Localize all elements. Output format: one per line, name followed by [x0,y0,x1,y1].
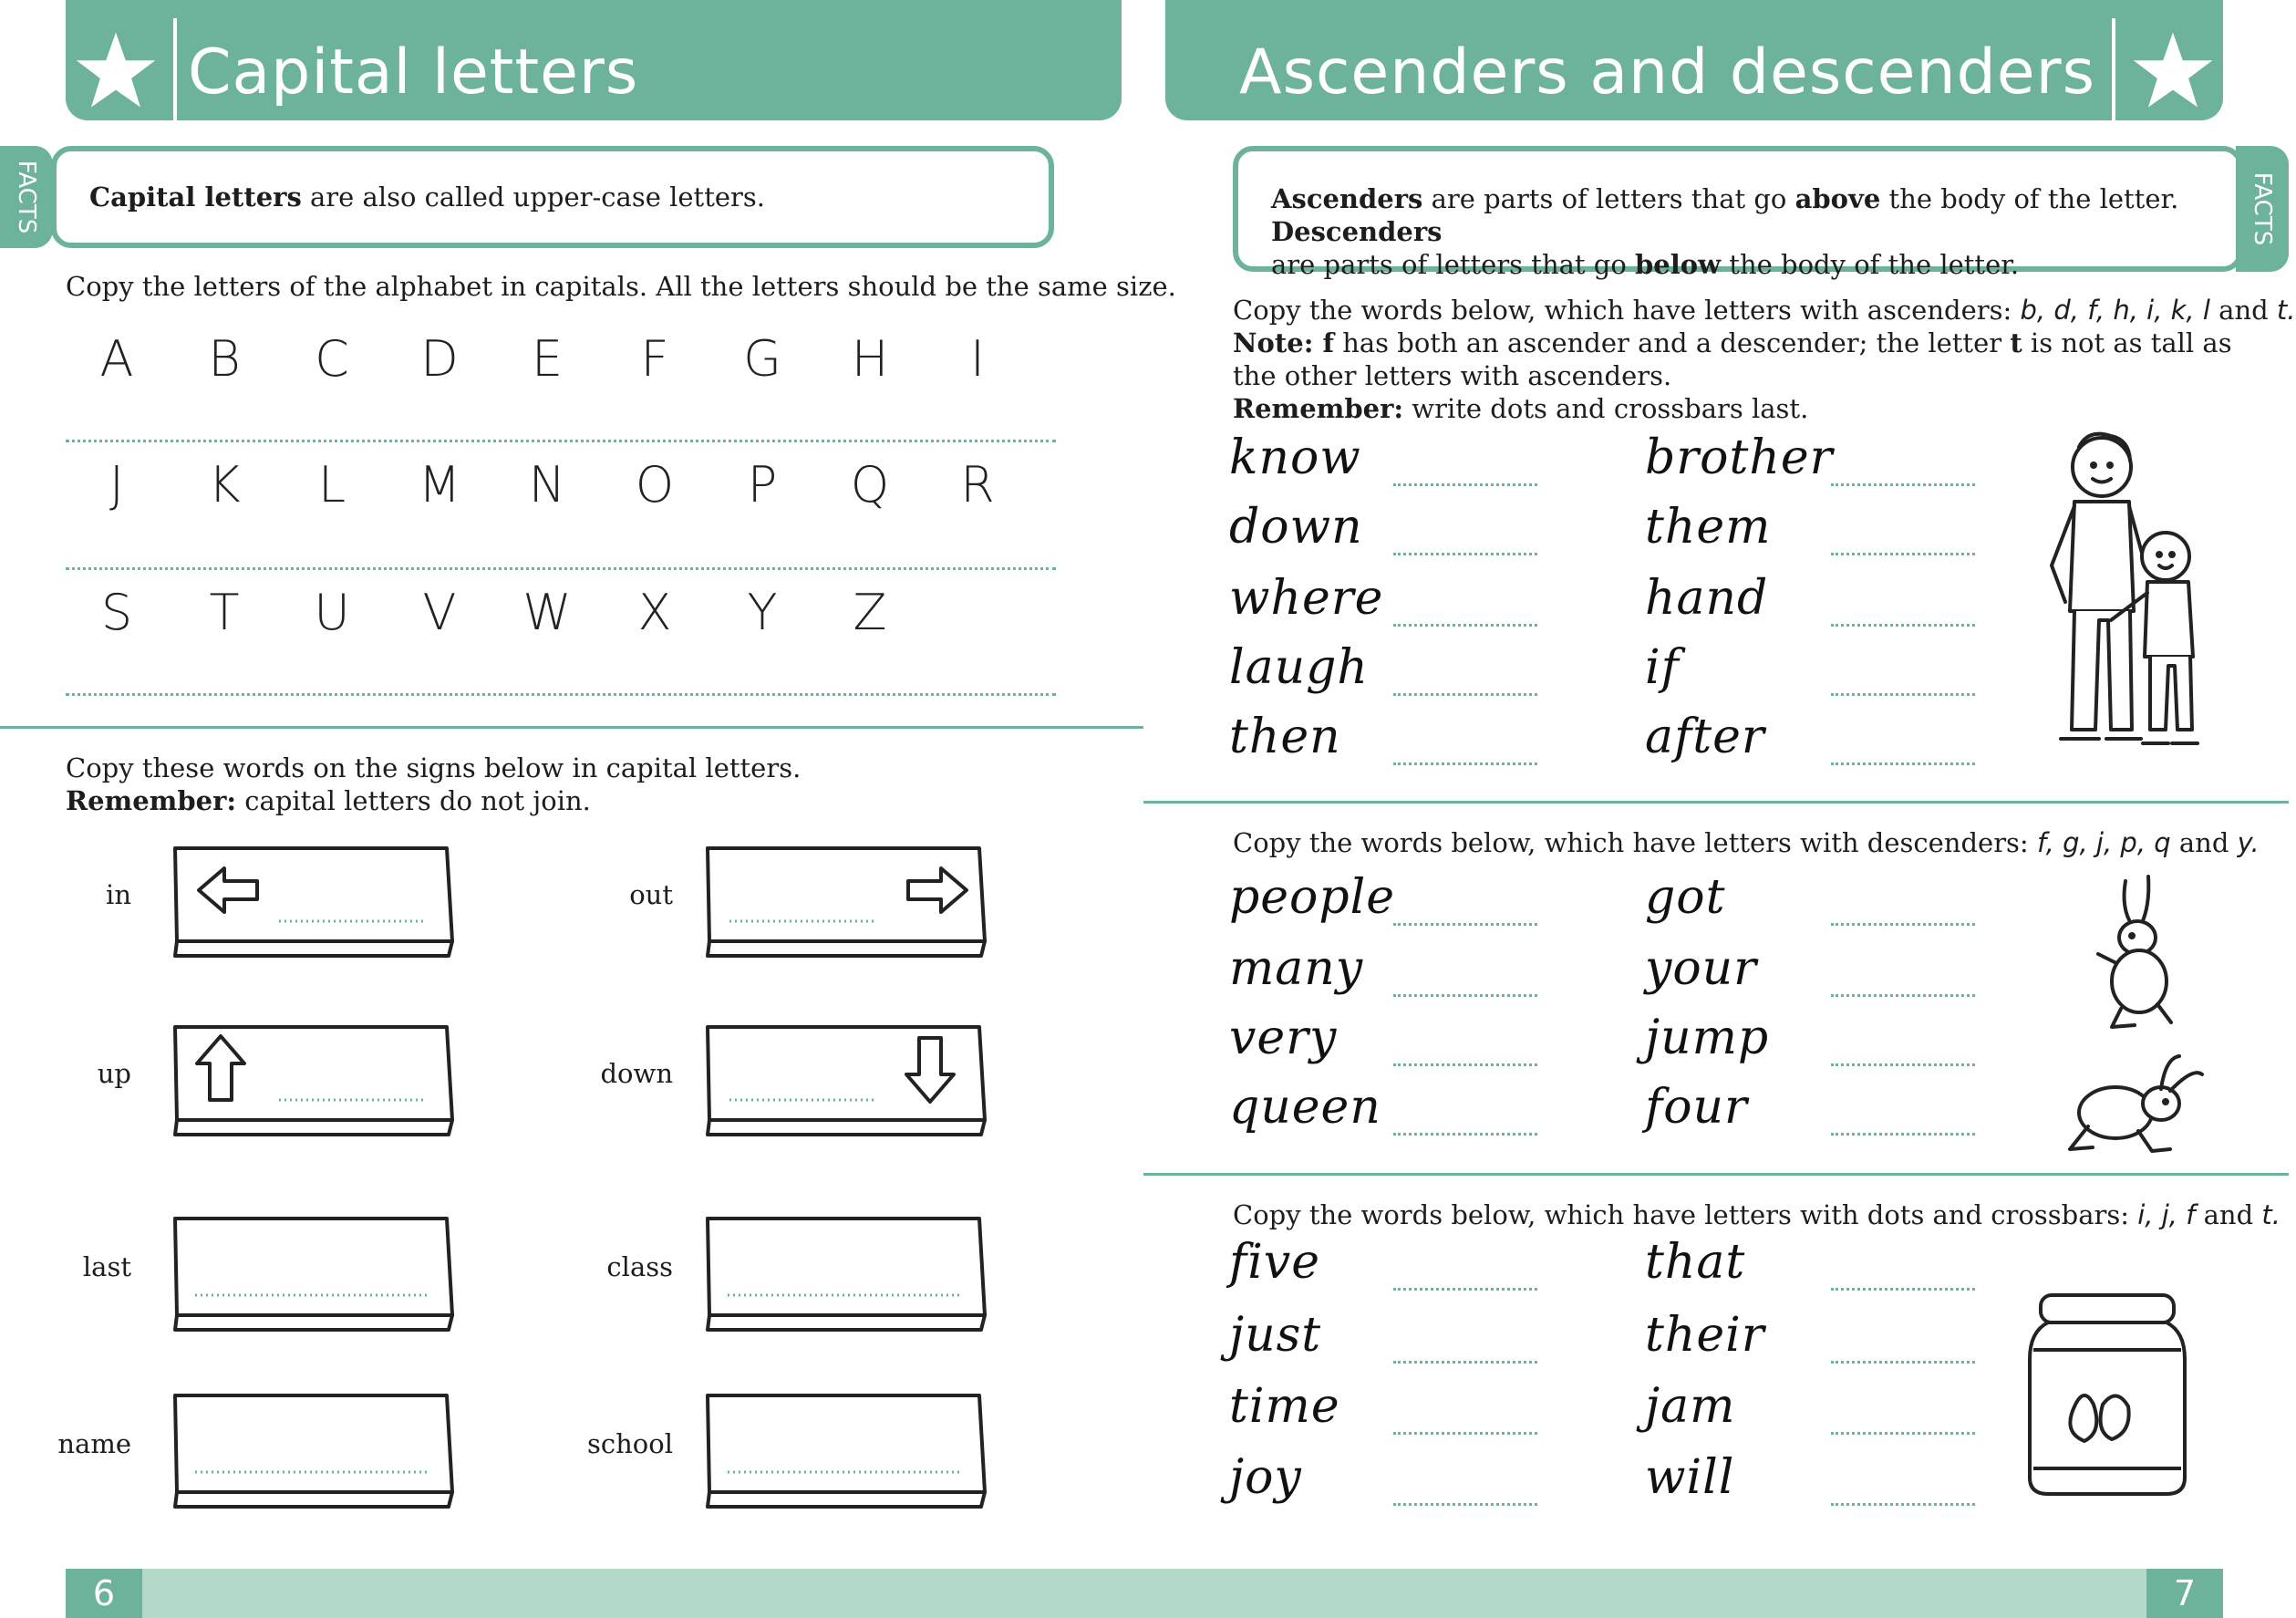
section-divider [1143,1173,2289,1176]
cursive-word: where [1229,571,1384,626]
alphabet-letter: E [531,330,564,388]
signs-instruction: Copy these words on the signs below in capital letters. [66,752,802,783]
sign-word-label: down [600,1058,673,1089]
sign-word-label: up [97,1058,131,1089]
cursive-word: your [1645,941,1758,996]
writing-line[interactable] [66,567,1056,570]
writing-line[interactable] [1393,1288,1537,1291]
alphabet-letter: L [317,456,346,513]
cursive-word: queen [1229,1080,1381,1135]
cursive-word: their [1645,1308,1765,1363]
alphabet-letter: J [109,456,124,513]
facts-bold: Capital letters [89,182,302,213]
cursive-word: five [1229,1235,1321,1290]
writing-line[interactable] [1831,1361,1975,1364]
alphabet-letter: A [99,330,134,388]
sign-word-label: out [629,879,673,910]
writing-line[interactable] [1393,1503,1537,1506]
cursive-word: many [1229,941,1364,996]
cursive-word: people [1229,870,1396,925]
signs-remember: Remember: capital letters do not join. [66,785,591,816]
alphabet-letter: Y [747,584,778,641]
section-divider [0,726,1143,729]
alphabet-letter: P [747,456,778,513]
left-header-bar [66,0,1122,120]
sign-word-label: class [606,1251,673,1282]
cursive-word: joy [1229,1450,1302,1505]
writing-line[interactable] [1393,1361,1537,1364]
facts-text: are also called upper-case letters. [301,182,765,213]
writing-line[interactable] [66,440,1056,442]
cursive-word: jump [1645,1011,1770,1065]
alphabet-letter: B [208,330,241,388]
ascenders-note-line2: the other letters with ascenders. [1233,360,1672,391]
alphabet-letter: X [637,584,672,641]
alphabet-letter: F [640,330,669,388]
writing-line[interactable] [1831,624,1975,627]
cursive-word: brother [1645,430,1834,485]
cursive-word: them [1645,500,1772,555]
writing-line[interactable] [66,693,1056,696]
cursive-word: four [1645,1080,1748,1135]
writing-line[interactable] [1831,923,1975,926]
star-icon [2132,29,2214,111]
alphabet-letter: Z [853,584,887,641]
writing-line[interactable] [1831,1133,1975,1136]
writing-line[interactable] [1393,624,1537,627]
cursive-word: if [1645,640,1680,695]
writing-line[interactable] [1831,1432,1975,1435]
alphabet-letter: R [960,456,995,513]
writing-line[interactable] [1393,693,1537,696]
alphabet-letter: G [743,330,781,388]
cursive-word: then [1229,710,1341,764]
writing-line[interactable] [1831,1503,1975,1506]
ascenders-note: Note: f has both an ascender and a descender; the letter t is not as tall as [1233,327,2232,358]
rabbit-icon [2052,1049,2207,1167]
cursive-word: after [1645,710,1765,764]
header-separator [2112,18,2115,120]
alphabet-instruction: Copy the letters of the alphabet in capitals. All the letters should be the same size. [66,271,1176,302]
alphabet-letter: Q [850,456,890,513]
header-separator [173,18,177,120]
alphabet-letter: T [209,584,240,641]
facts-box-right: Ascenders are parts of letters that go above the body of the letter. Descenders are parts of letters that go below the body of the letter. [1233,146,2243,272]
sign-board[interactable] [702,1215,990,1335]
alphabet-letter: V [422,584,457,641]
cursive-word: time [1229,1379,1340,1434]
writing-line[interactable] [1831,483,1975,486]
boys-illustration-icon [2033,429,2216,775]
alphabet-letter: S [100,584,133,641]
sign-word-label: name [57,1428,131,1459]
writing-line[interactable] [1831,1288,1975,1291]
star-icon [75,29,157,111]
writing-line[interactable] [1393,923,1537,926]
cursive-word: will [1645,1450,1735,1505]
writing-line[interactable] [1393,483,1537,486]
cursive-word: just [1229,1308,1322,1363]
page-title-right: Ascenders and descenders [1239,36,2095,109]
writing-line[interactable] [1393,1133,1537,1136]
writing-line[interactable] [1831,553,1975,555]
writing-line[interactable] [1393,553,1537,555]
alphabet-letter: U [314,584,350,641]
alphabet-letter: I [970,330,985,388]
writing-line[interactable] [1831,693,1975,696]
alphabet-letter: H [851,330,889,388]
ascenders-remember: Remember: write dots and crossbars last. [1233,393,1809,424]
alphabet-letter: M [418,456,461,513]
writing-line[interactable] [1831,1063,1975,1066]
writing-line[interactable] [1831,762,1975,765]
alphabet-letter: D [420,330,459,388]
facts-tab-left: FACTS [0,146,53,248]
footer-bar [66,1569,2223,1618]
sign-board[interactable] [702,845,990,961]
cursive-word: know [1229,430,1361,485]
writing-line[interactable] [1831,994,1975,997]
writing-line[interactable] [1393,1063,1537,1066]
cursive-word: that [1645,1235,1746,1290]
sign-word-label: last [82,1251,131,1282]
cursive-word: down [1229,500,1363,555]
sign-board[interactable] [702,1392,990,1512]
cursive-word: very [1229,1011,1338,1065]
sign-board[interactable] [170,1023,458,1140]
ascenders-instruction: Copy the words below, which have letters with ascenders: b, d, f, h, i, k, l and t. [1233,295,2296,326]
cursive-word: jam [1645,1379,1736,1434]
page-title-left: Capital letters [188,36,639,109]
sign-board[interactable] [702,1023,990,1140]
writing-line[interactable] [1393,762,1537,765]
facts-box-left [51,146,1054,248]
rabbit-icon [2084,872,2203,1036]
writing-line[interactable] [1393,1432,1537,1435]
writing-line[interactable] [1393,994,1537,997]
sign-board[interactable] [170,845,458,961]
sign-board[interactable] [170,1392,458,1512]
right-header-bar [1165,0,2223,120]
sign-word-label: in [106,879,131,910]
sign-board[interactable] [170,1215,458,1335]
cursive-word: hand [1645,571,1769,626]
facts-tab-right: FACTS [2236,146,2289,272]
alphabet-letter: N [528,456,566,513]
page-number-left: 6 [66,1569,142,1618]
sign-word-label: school [587,1428,673,1459]
alphabet-letter: C [315,330,349,388]
section-divider [1143,801,2289,804]
alphabet-letter: W [522,584,572,641]
descenders-instruction: Copy the words below, which have letters with descenders: f, g, j, p, q and y. [1233,827,2260,858]
dots-crossbars-instruction: Copy the words below, which have letters with dots and crossbars: i, j, f and t. [1233,1199,2280,1230]
cursive-word: laugh [1229,640,1369,695]
alphabet-letter: O [635,456,675,513]
page-number-right: 7 [2146,1569,2223,1618]
alphabet-letter: K [208,456,241,513]
cursive-word: got [1645,870,1726,925]
jam-jar-icon [2021,1286,2194,1501]
